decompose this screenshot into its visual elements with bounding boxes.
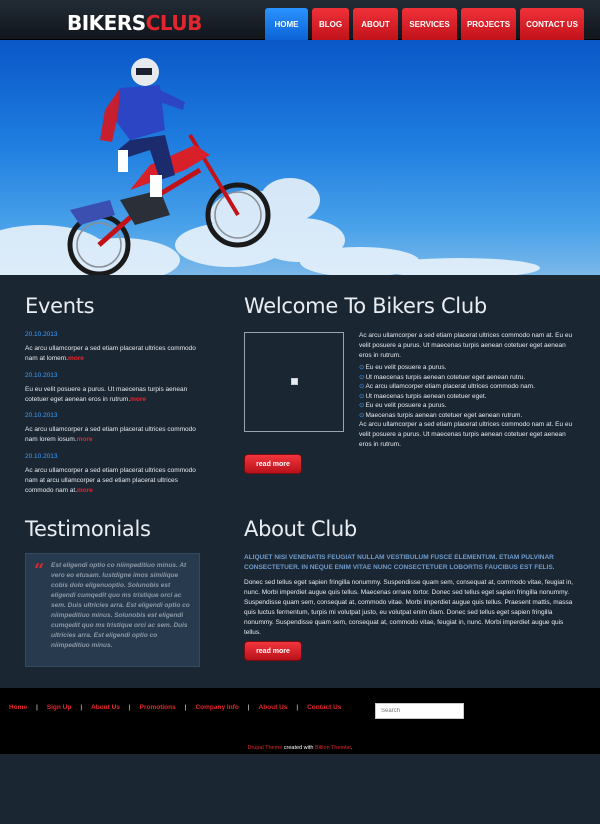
event-date: 20.10.2013 [25, 412, 58, 419]
about-text: Donec sed tellus eget sapien fringilla nonummy. Suspendisse quam sem, consequat at, commodo vitae, feugiat in, nunc. Morbi imperdiet augue quis tellus. Maecenas ornare tortor. Donec sed tellus eget sapien fringilla nonummy. Suspendisse quam sem, consequat at, commodo vitae. Morbi imperdiet augue quis tellus. Praesent mattis, massa quis luctus fermentum, turpis mi volutpat justo, eu volutpat enim diam. Donec sed tellus eget sapien fringilla nonummy. Suspendisse quam sem, consequat at, commodo vitae, feugiat in, nunc. Morbi imperdiet augue quis tellus. [244, 579, 574, 636]
footer-link-about-us[interactable]: About Us [91, 704, 120, 711]
credit-text: created with [282, 745, 315, 751]
footer-link-promotions[interactable]: Promotions [139, 704, 176, 711]
broken-image-icon [291, 378, 298, 385]
list-item [359, 392, 579, 402]
about-read-more-button[interactable]: read more [244, 641, 302, 661]
testimonial-box [25, 553, 200, 667]
search-input[interactable] [375, 703, 464, 719]
separator: | [128, 704, 131, 711]
list-item [359, 401, 579, 411]
welcome-read-more-button[interactable]: read more [244, 454, 302, 474]
footer-credit [0, 745, 600, 751]
circle-bullet-icon: ⊙ [359, 383, 365, 391]
event-date: 20.10.2013 [25, 331, 58, 338]
footer-link-contact-us[interactable]: Contact Us [307, 704, 342, 711]
credit-link-themler[interactable]: Billion Themler [314, 745, 351, 751]
welcome-title: Welcome To Bikers Club [244, 294, 487, 318]
event-text-body: Ac arcu ullamcorper a sed etiam placerat ultrices commodo nam at arcu ullamcorper a sed etiam placerat ultrices commodo nam at. [25, 467, 196, 494]
event-more-link[interactable]: more [68, 355, 84, 362]
event-text [25, 344, 205, 364]
list-item-text: Ut maecenas turpis aenean cotetuer eget aenean rutru. [365, 373, 526, 381]
circle-bullet-icon: ⊙ [359, 402, 365, 410]
about-title: About Club [244, 517, 357, 541]
welcome-outro: Ac arcu ullamcorper a sed etiam placerat ultrices commodo nam at. Eu eu velit posuere a purus. Ut maecenas turpis aenean cotetuer eget aenean eros in rutrum. [359, 421, 573, 448]
event-text-body: Eu eu velit posuere a purus. Ut maecenas turpis aenean cotetuer eget aenean eros in rutrum. [25, 386, 188, 403]
footer-nav [9, 704, 341, 711]
list-item [359, 373, 579, 383]
circle-bullet-icon: ⊙ [359, 392, 365, 400]
hero-image [0, 40, 600, 275]
circle-bullet-icon: ⊙ [359, 411, 365, 419]
separator: | [80, 704, 83, 711]
hero-banner [0, 40, 600, 275]
site-header [0, 0, 600, 40]
credit-link-theme[interactable]: Drupal Theme [247, 745, 283, 751]
event-more-link[interactable]: more [130, 396, 147, 403]
list-item-text: Ac arcu ullamcorper etiam placerat ultrices commodo nam. [365, 383, 535, 391]
event-text [25, 385, 205, 405]
footer-link-sign-up[interactable]: Sign Up [46, 704, 72, 711]
event-more-link[interactable]: more [77, 487, 93, 494]
testimonials-title: Testimonials [25, 517, 151, 541]
logo-text-club: CLUB [145, 11, 202, 35]
event-text-body: Ac arcu ullamcorper a sed etiam placerat ultrices commodo nam at lomem. [25, 345, 196, 362]
event-text [25, 425, 205, 445]
events-title: Events [25, 294, 95, 318]
list-item [359, 363, 579, 373]
event-text [25, 466, 205, 496]
testimonial-text: Est eligendi optio co niimpeditiuo minus. At vero eo etusam. Iustdigne imos similique cobis dolo eligenuoptio. Solunobis est eligendi cumqedit quo ms tristique orci ac sem. Duis ultricies arra. Est eligendi optio co niimpeditiuo minus. Solunobis est eligendi cumqedit quo ms tristique orci ac sem. Duis ultricies arra. Est eligendi optio co niimpeditiuo minus. [51, 562, 190, 649]
event-date: 20.10.2013 [25, 453, 58, 460]
credit-period: . [350, 745, 353, 751]
main-nav [265, 8, 588, 40]
list-item-text: Eu eu velit posuere a purus. [365, 402, 447, 410]
welcome-intro: Ac arcu ullamcorper a sed etiam placerat ultrices commodo nam at. Eu eu velit posuere a purus. Ut maecenas turpis aenean cotetuer eget aenean eros in rutrum. [359, 332, 573, 359]
event-date: 20.10.2013 [25, 372, 58, 379]
separator: | [184, 704, 187, 711]
circle-bullet-icon: ⊙ [359, 373, 365, 381]
list-item-text: Ut maecenas turpis aenean cotetuer eget. [365, 392, 487, 400]
circle-bullet-icon: ⊙ [359, 364, 365, 371]
site-footer [0, 688, 600, 754]
nav-blog[interactable]: BLOG [312, 8, 349, 40]
list-item-text: Maecenas turpis aenean cotetuer eget aenean rutrum. [365, 411, 523, 419]
event-more-link[interactable]: more [76, 436, 93, 443]
event-text-body: Ac arcu ullamcorper a sed etiam placerat ultrices commodo nam lorem iosum. [25, 426, 196, 443]
separator: | [36, 704, 38, 711]
welcome-image-placeholder [244, 332, 344, 432]
separator: | [247, 704, 250, 711]
footer-link-home[interactable]: Home [9, 704, 28, 711]
quote-icon: “ [34, 560, 45, 581]
footer-link-company-info[interactable]: Company Info [195, 704, 239, 711]
footer-link-about-us-2[interactable]: About Us [258, 704, 288, 711]
nav-contact-us[interactable]: CONTACT US [520, 8, 584, 40]
welcome-list [359, 363, 579, 421]
page-bottom [0, 754, 600, 824]
separator: | [296, 704, 299, 711]
site-logo[interactable] [67, 13, 202, 33]
nav-home[interactable]: HOME [265, 8, 308, 40]
list-item-text: Eu eu velit posuere a purus. [365, 364, 447, 371]
about-lead: ALIQUET NISI VENENATIS FEUGIAT NULLAM VESTIBULUM FUSCE ELEMENTUM. ETIAM PULVINAR CONSECTETUER. IN NEQUE ENIM VITAE NUNC CONSECTETUER LOBORTIS FAUCIBUS EST FELIS. [244, 554, 555, 571]
list-item [359, 382, 579, 392]
nav-about[interactable]: ABOUT [353, 8, 398, 40]
logo-text-bikers: BIKERS [67, 11, 146, 35]
nav-projects[interactable]: PROJECTS [461, 8, 516, 40]
nav-services[interactable]: SERVICES [402, 8, 457, 40]
